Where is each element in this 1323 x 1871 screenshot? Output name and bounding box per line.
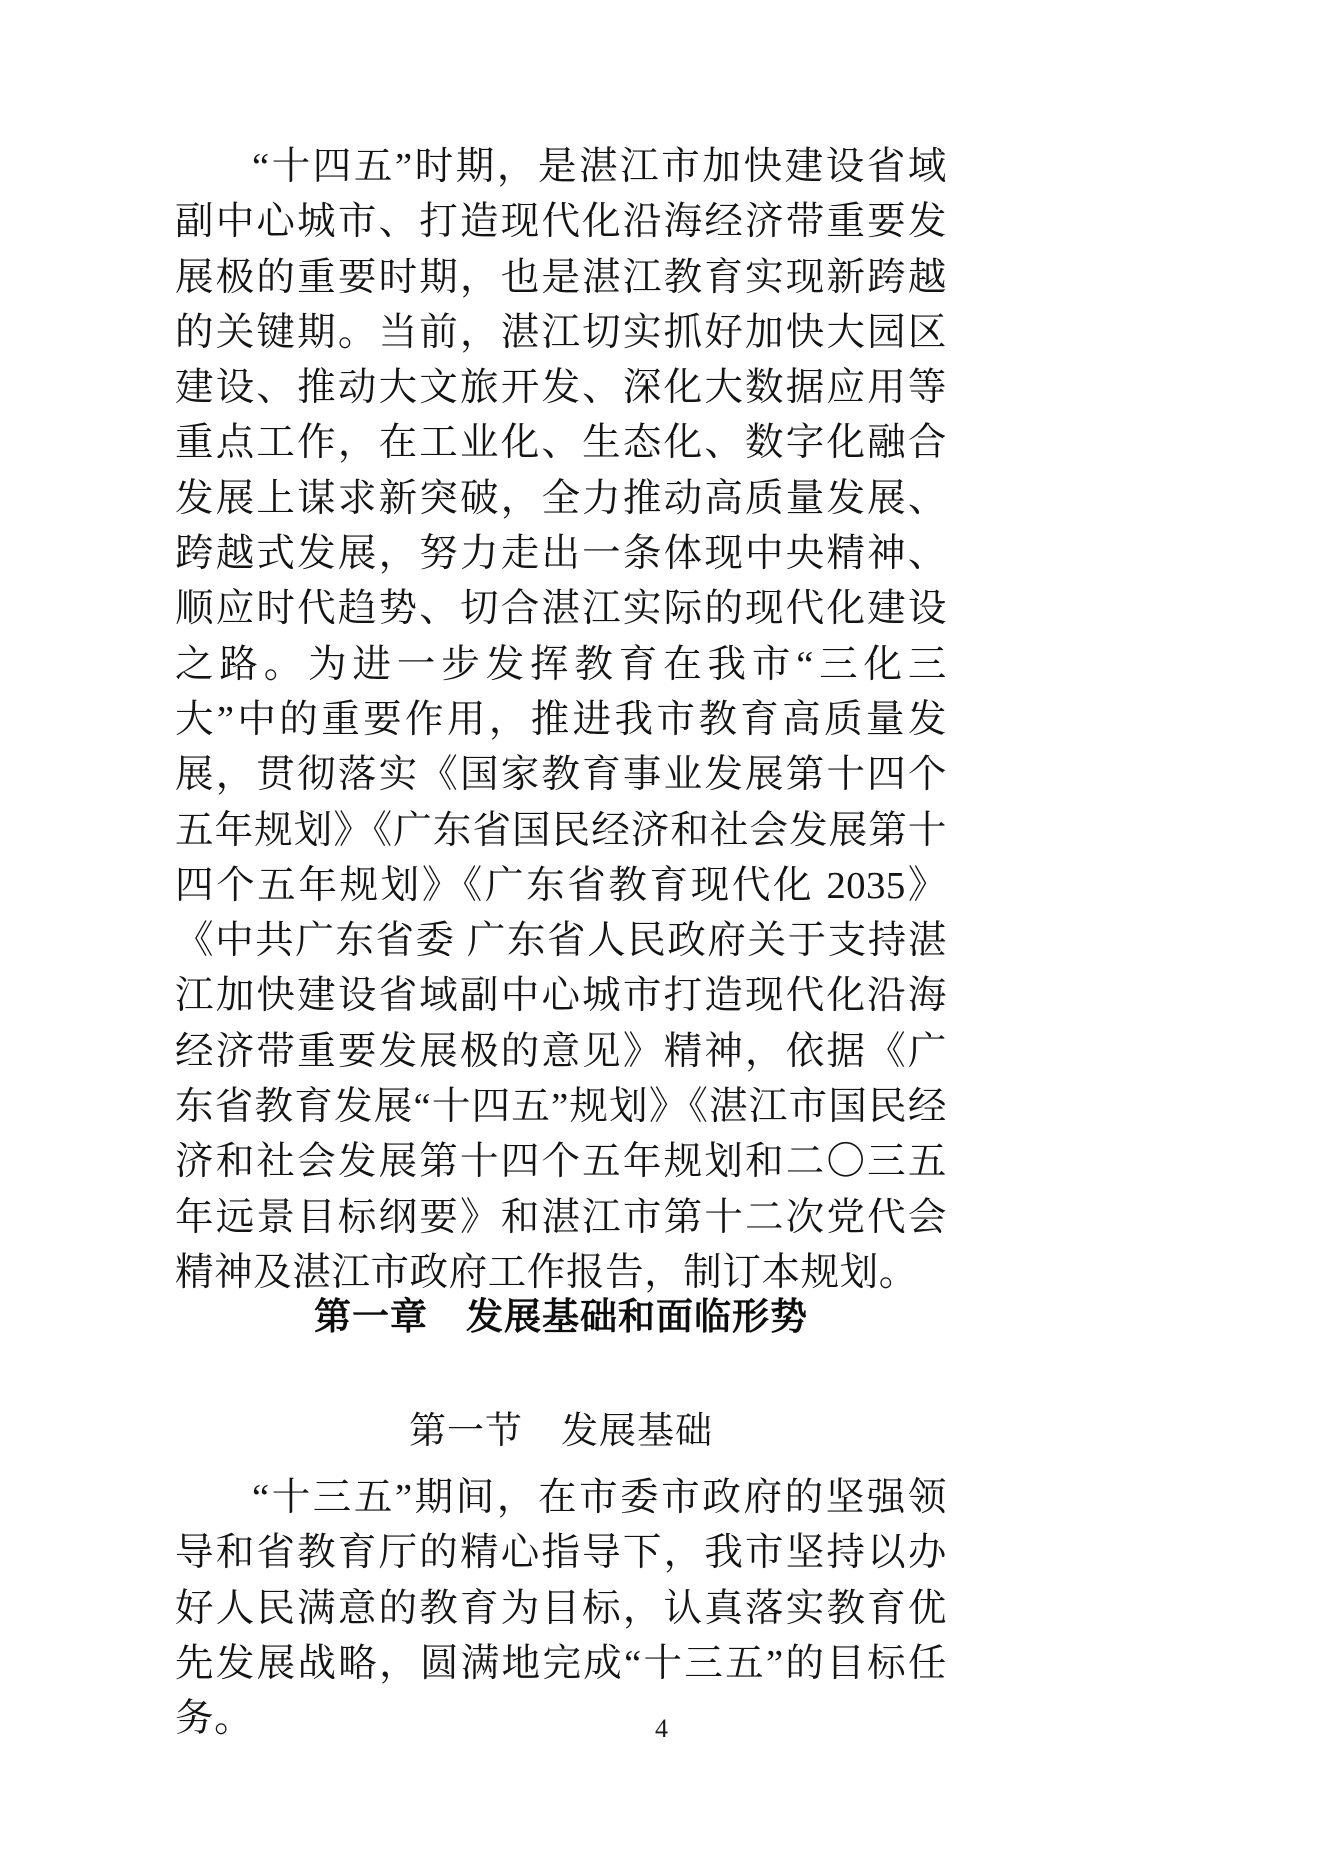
page-number: 4	[655, 1714, 668, 1743]
section-paragraph-1: “十三五”期间，在市委市政府的坚强领导和省教育厅的精心指导下，我市坚持以办好人民满意的教育为目标，认真落实教育优先发展战略，圆满地完成“十三五”的目标任务。	[175, 1477, 947, 1741]
body-paragraph-1: “十四五”时期，是湛江市加快建设省域副中心城市、打造现代化沿海经济带重要发展极的重要时期，也是湛江教育实现新跨越的关键期。当前，湛江切实抓好加快大园区建设、推动大文旅开发、深化大数据应用等重点工作，在工业化、生态化、数字化融合发展上谋求新突破，全力推动高质量发展、跨越式发展，努力走出一条体现中央精神、顺应时代趋势、切合湛江实际的现代化建设之路。为进一步发挥教育在我市“三化三大”中的重要作用，推进我市教育高质量发展，贯彻落实《国家教育事业发展第十四个五年规划》《广东省国民经济和社会发展第十四个五年规划》《广东省教育现代化 2035》《中共广东省委 广东省人民政府关于支持湛江加快建设省域副中心城市打造现代化沿海经济带重要发展极的意见》精神，依据《广东省教育发展“十四五”规划》《湛江市国民经济和社会发展第十四个五年规划和二〇三五年远景目标纲要》和湛江市第十二次党代会精神及湛江市政府工作报告，制订本规划。	[175, 146, 947, 1294]
section-text-column	[175, 1471, 947, 1747]
section-heading: 第一节 发展基础	[409, 1411, 713, 1452]
body-text-column	[175, 140, 947, 1301]
chapter-heading: 第一章 发展基础和面临形势	[314, 1295, 808, 1338]
